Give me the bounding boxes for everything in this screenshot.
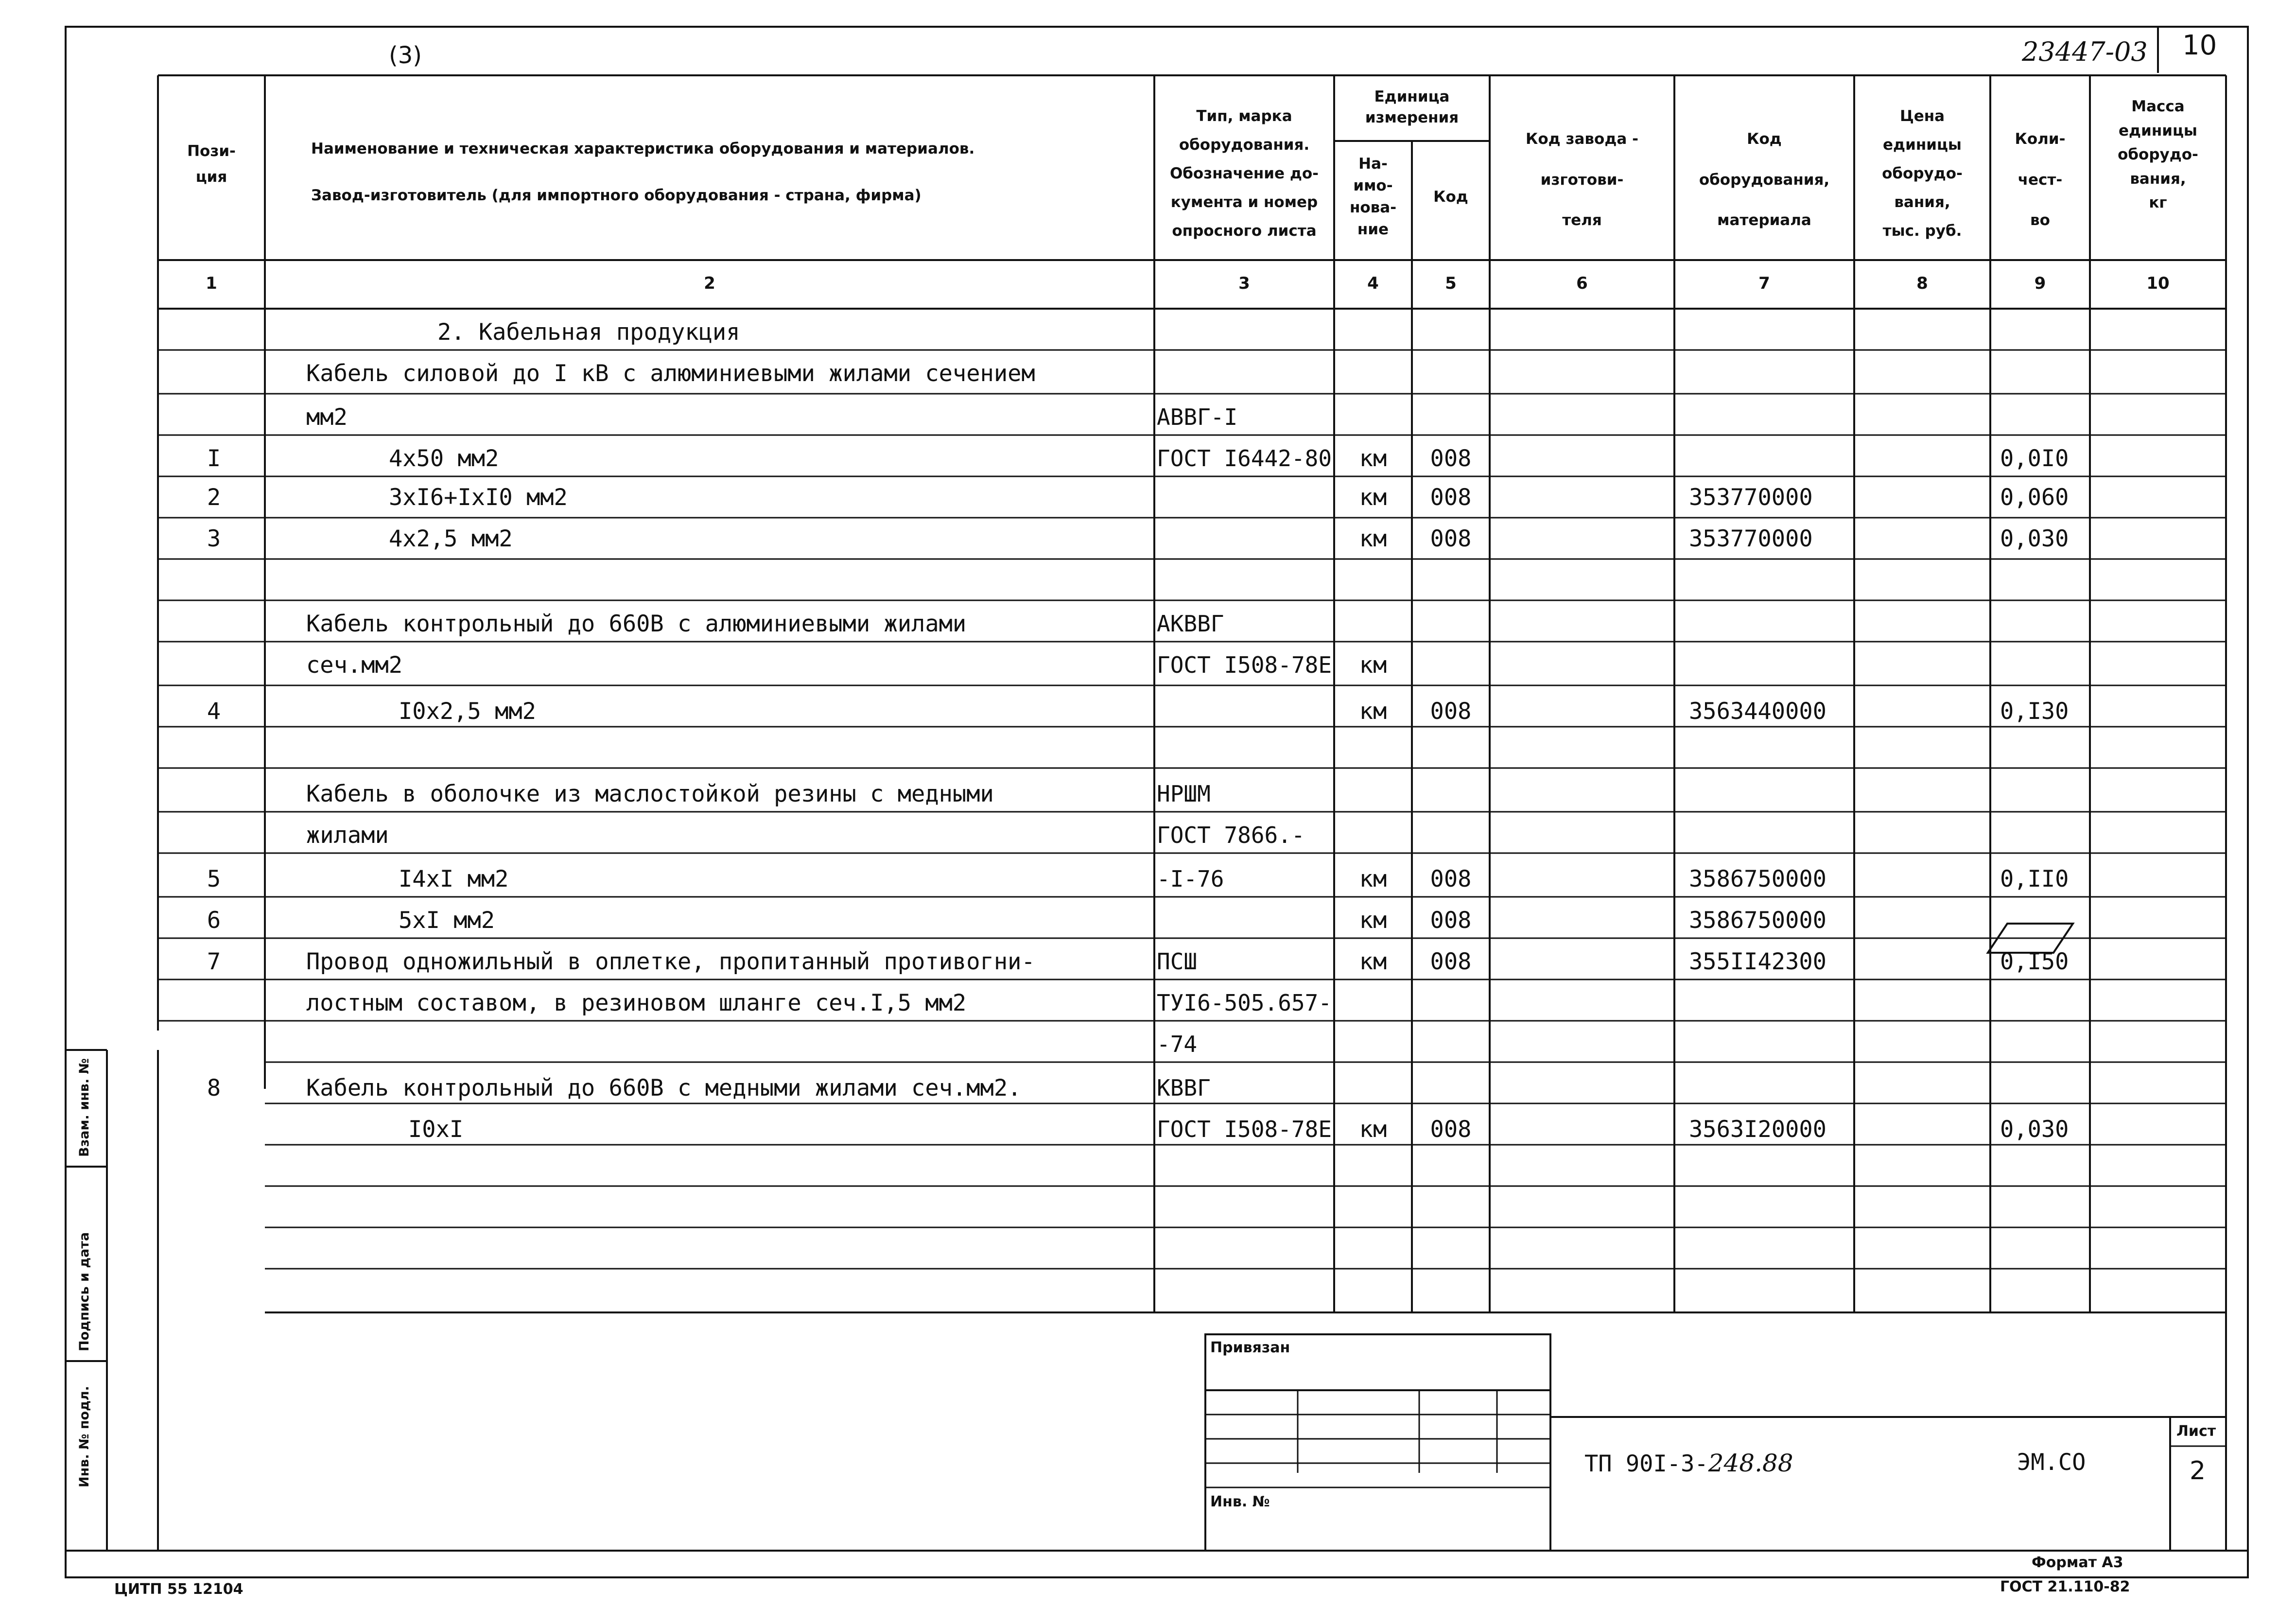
footer-standard: ГОСТ 21.110-82 — [2000, 1578, 2130, 1595]
side-label-replace: Взам. инв. № — [77, 1058, 92, 1157]
row-name: Кабель в оболочке из маслостойкой резины с медными — [306, 781, 994, 807]
row-unit: км — [1359, 525, 1387, 552]
row-type: ТУI6-505.657- — [1157, 990, 1332, 1016]
row-name: I0x2,5 мм2 — [399, 698, 536, 725]
row-qty: 0,0I0 — [2000, 445, 2069, 472]
row-qty: 0,060 — [2000, 484, 2069, 511]
sheet-label: Лист — [2176, 1423, 2216, 1440]
col5-header: Код — [1433, 188, 1468, 206]
row-unit: км — [1359, 652, 1387, 679]
row-qty: 0,030 — [2000, 525, 2069, 552]
row-pos: 8 — [207, 1075, 221, 1101]
row-unit: км — [1359, 907, 1387, 934]
row-code: 008 — [1430, 866, 1472, 892]
row-unit: км — [1359, 484, 1387, 511]
row-unit: км — [1359, 445, 1387, 472]
row-mat: 3563I20000 — [1689, 1116, 1826, 1143]
row-pos: I — [207, 445, 221, 472]
row-pos: 7 — [207, 948, 221, 975]
designation: ТП 90I-3-248.88 — [1584, 1449, 1793, 1477]
row-type: ГОСТ I508-78Е — [1157, 652, 1332, 678]
footer-left: ЦИТП 55 12104 — [114, 1581, 244, 1598]
row-name: Провод одножильный в оплетке, пропитанный противогни- — [306, 948, 1035, 975]
row-unit: км — [1359, 948, 1387, 975]
row-type: КВВГ — [1157, 1075, 1211, 1101]
row-name: 3xI6+IxI0 мм2 — [389, 484, 568, 511]
col10-header: Масса единицы оборудо- вания, кг — [2118, 98, 2198, 212]
row-type: АКВВГ — [1157, 611, 1224, 637]
row-name: жилами — [306, 822, 389, 849]
row-pos: 4 — [207, 698, 221, 725]
sheet-box-number: 10 — [2182, 30, 2217, 61]
row-type: ГОСТ I6442-80 — [1157, 445, 1332, 472]
column-number: 8 — [1916, 274, 1928, 293]
row-type: АВВГ-I — [1157, 404, 1238, 430]
col45-header: Единица измерения — [1365, 88, 1459, 127]
row-unit: км — [1359, 698, 1387, 725]
row-type: ГОСТ I508-78Е — [1157, 1116, 1332, 1142]
page-tag: (3) — [389, 42, 422, 69]
row-mat: 353770000 — [1689, 525, 1813, 552]
row-name: Кабель контрольный до 660В с алюминиевыми жилами — [306, 611, 967, 637]
row-code: 008 — [1430, 484, 1472, 511]
sheet-number: 2 — [2190, 1456, 2206, 1486]
row-name: I4xI мм2 — [399, 866, 509, 892]
row-qty: 0,II0 — [2000, 866, 2069, 892]
stamp-bound: Привязан — [1210, 1339, 1290, 1356]
row-qty: 0,030 — [2000, 1116, 2069, 1143]
row-name: Кабель силовой до I кВ с алюминиевыми жилами сечением — [306, 360, 1035, 387]
row-mat: 3586750000 — [1689, 907, 1826, 934]
row-name: 4x2,5 мм2 — [389, 525, 513, 552]
row-type: ГОСТ 7866.- — [1157, 822, 1305, 848]
stamp-inv: Инв. № — [1210, 1493, 1270, 1510]
row-pos: 5 — [207, 866, 221, 892]
row-pos: 2 — [207, 484, 221, 511]
row-mat: 3586750000 — [1689, 866, 1826, 892]
row-qty: 0,I50 — [2000, 948, 2069, 975]
row-name: 4x50 мм2 — [389, 445, 499, 472]
row-pos: 3 — [207, 525, 221, 552]
column-number: 4 — [1367, 274, 1379, 293]
column-number: 3 — [1238, 274, 1250, 293]
row-qty: 0,I30 — [2000, 698, 2069, 725]
row-type: -I-76 — [1157, 866, 1224, 892]
column-number: 9 — [2034, 274, 2046, 293]
column-number: 10 — [2146, 274, 2170, 293]
row-type: НРШМ — [1157, 781, 1211, 807]
row-mat: 3563440000 — [1689, 698, 1826, 725]
row-code: 008 — [1430, 698, 1472, 725]
column-number: 1 — [206, 274, 217, 293]
row-name: Кабель контрольный до 660В с медными жилами сеч.мм2. — [306, 1075, 1022, 1101]
row-name: сеч.мм2 — [306, 652, 403, 679]
col6-header: Код завода - изготови- теля — [1526, 130, 1638, 229]
row-type: ПСШ — [1157, 948, 1198, 975]
column-number: 6 — [1576, 274, 1588, 293]
row-code: 008 — [1430, 948, 1472, 975]
col8-header: Цена единицы оборудо- вания, тыс. руб. — [1882, 107, 1963, 240]
col1-header: Пози- ция — [187, 142, 236, 186]
row-code: 008 — [1430, 445, 1472, 472]
row-pos: 6 — [207, 907, 221, 934]
row-name: 2. Кабельная продукция — [437, 319, 740, 346]
col2-header: Наименование и техническая характеристика оборудования и материалов. Завод-изготовитель (для импортного оборудования - страна, фирма) — [311, 140, 975, 205]
col4-header: На- имо- нова- ние — [1349, 155, 1397, 238]
row-code: 008 — [1430, 907, 1472, 934]
column-number: 7 — [1758, 274, 1770, 293]
row-type: -74 — [1157, 1031, 1198, 1057]
row-name: I0xI — [408, 1116, 464, 1143]
col3-header: Тип, марка оборудования. Обозначение до- кумента и номер опросного листа — [1169, 107, 1319, 240]
side-label-inv: Инв. № подл. — [77, 1386, 92, 1487]
row-unit: км — [1359, 1116, 1387, 1143]
col9-header: Коли- чест- во — [2015, 130, 2066, 229]
row-name: лостным составом, в резиновом шланге сеч.I,5 мм2 — [306, 990, 967, 1016]
row-mat: 353770000 — [1689, 484, 1813, 511]
row-name: мм2 — [306, 404, 348, 431]
row-unit: км — [1359, 866, 1387, 892]
row-mat: 355II42300 — [1689, 948, 1826, 975]
column-number: 5 — [1445, 274, 1457, 293]
side-label-signature: Подпись и дата — [77, 1232, 92, 1351]
section-code: ЭМ.СО — [2017, 1449, 2086, 1476]
row-name: 5xI мм2 — [399, 907, 495, 934]
footer-format: Формат А3 — [2032, 1554, 2123, 1571]
col7-header: Код оборудования, материала — [1699, 130, 1830, 229]
row-code: 008 — [1430, 525, 1472, 552]
row-code: 008 — [1430, 1116, 1472, 1143]
doc-number: 23447-03 — [2022, 36, 2148, 67]
column-number: 2 — [704, 274, 715, 293]
